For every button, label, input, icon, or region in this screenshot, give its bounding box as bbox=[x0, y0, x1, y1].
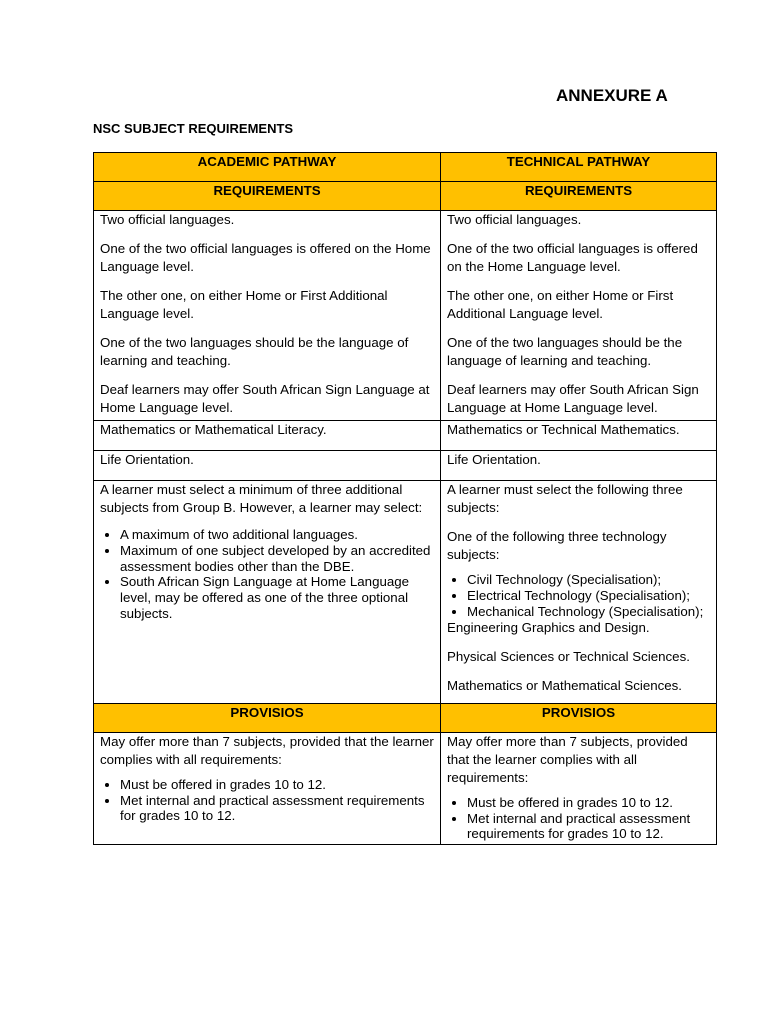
requirement-text: May offer more than 7 subjects, provided that the learner complies with all requirements: bbox=[100, 734, 434, 767]
academic-provisios-cell bbox=[94, 733, 441, 845]
academic-requirements-header: REQUIREMENTS bbox=[94, 182, 441, 211]
provisios-header-row bbox=[94, 704, 717, 733]
requirement-text: One of the two official languages is offered on the Home Language level. bbox=[447, 240, 698, 274]
technical-requirements-header: REQUIREMENTS bbox=[441, 182, 717, 211]
technical-provisios-header: PROVISIOS bbox=[441, 704, 717, 733]
requirement-text: The other one, on either Home or First Additional Language level. bbox=[100, 287, 388, 321]
list-item: • Civil Technology (Specialisation); bbox=[467, 572, 710, 588]
requirement-text: Two official languages. bbox=[447, 212, 582, 227]
requirement-text: Engineering Graphics and Design. bbox=[447, 620, 650, 636]
additional-subjects-row bbox=[94, 481, 717, 704]
provisios-row bbox=[94, 733, 717, 845]
list-item: • Electrical Technology (Specialisation); bbox=[467, 588, 710, 604]
academic-provisios-header: PROVISIOS bbox=[94, 704, 441, 733]
academic-languages-cell bbox=[94, 211, 441, 421]
requirements-table bbox=[93, 152, 717, 845]
requirement-text: A learner must select the following three subjects: bbox=[447, 482, 683, 516]
life-orientation-row bbox=[94, 451, 717, 481]
requirement-text: One of the two languages should be the language of learning and teaching. bbox=[447, 334, 683, 368]
technical-languages-cell bbox=[441, 211, 717, 421]
technical-pathway-header: TECHNICAL PATHWAY bbox=[441, 153, 717, 182]
requirement-text: May offer more than 7 subjects, provided that the learner complies with all requirements: bbox=[447, 734, 688, 785]
requirement-text: Deaf learners may offer South African Sign Language at Home Language level. bbox=[100, 381, 430, 415]
academic-life-orientation-cell: Life Orientation. bbox=[94, 451, 441, 481]
languages-row bbox=[94, 211, 717, 421]
technical-additional-cell bbox=[441, 481, 717, 704]
requirement-text: Deaf learners may offer South African Sign Language at Home Language level. bbox=[447, 381, 699, 415]
annexure-heading: ANNEXURE A bbox=[556, 86, 668, 105]
list-item: • Maximum of one subject developed by an accredited assessment bodies other than the DBE. bbox=[120, 543, 434, 574]
pathway-header-row bbox=[94, 153, 717, 182]
requirement-text: Physical Sciences or Technical Sciences. bbox=[447, 649, 690, 665]
requirement-text: One of the two languages should be the language of learning and teaching. bbox=[100, 334, 409, 368]
requirement-text: The other one, on either Home or First Additional Language level. bbox=[447, 287, 674, 321]
requirement-text: Two official languages. bbox=[100, 212, 235, 227]
list-item: • Must be offered in grades 10 to 12. bbox=[467, 795, 710, 811]
technical-provisios-cell bbox=[441, 733, 717, 845]
technical-maths-cell: Mathematics or Technical Mathematics. bbox=[441, 421, 717, 451]
list-item: • A maximum of two additional languages. bbox=[120, 527, 434, 543]
list-item: • Met internal and practical assessment requirements for grades 10 to 12. bbox=[120, 793, 434, 824]
technology-subjects-list bbox=[447, 572, 710, 619]
technical-life-orientation-cell: Life Orientation. bbox=[441, 451, 717, 481]
academic-maths-cell: Mathematics or Mathematical Literacy. bbox=[94, 421, 441, 451]
requirements-header-row bbox=[94, 182, 717, 211]
requirement-text: Mathematics or Mathematical Sciences. bbox=[447, 678, 683, 694]
requirement-text: One of the following three technology subjects: bbox=[447, 529, 667, 563]
list-item: • Must be offered in grades 10 to 12. bbox=[120, 777, 434, 793]
maths-row bbox=[94, 421, 717, 451]
academic-additional-cell bbox=[94, 481, 441, 704]
technical-provisios-list bbox=[447, 795, 710, 842]
requirement-text: One of the two official languages is offered on the Home Language level. bbox=[100, 240, 431, 274]
academic-options-list bbox=[100, 527, 434, 621]
list-item: • South African Sign Language at Home Language level, may be offered as one of the three optional subjects. bbox=[120, 574, 434, 621]
list-item: • Mechanical Technology (Specialisation); bbox=[467, 604, 710, 620]
requirement-text: A learner must select a minimum of three additional subjects from Group B. However, a learner may select: bbox=[100, 482, 423, 516]
document-title: NSC SUBJECT REQUIREMENTS bbox=[93, 121, 294, 136]
list-item: • Met internal and practical assessment requirements for grades 10 to 12. bbox=[467, 811, 710, 842]
academic-provisios-list bbox=[100, 777, 434, 824]
academic-pathway-header: ACADEMIC PATHWAY bbox=[94, 153, 441, 182]
